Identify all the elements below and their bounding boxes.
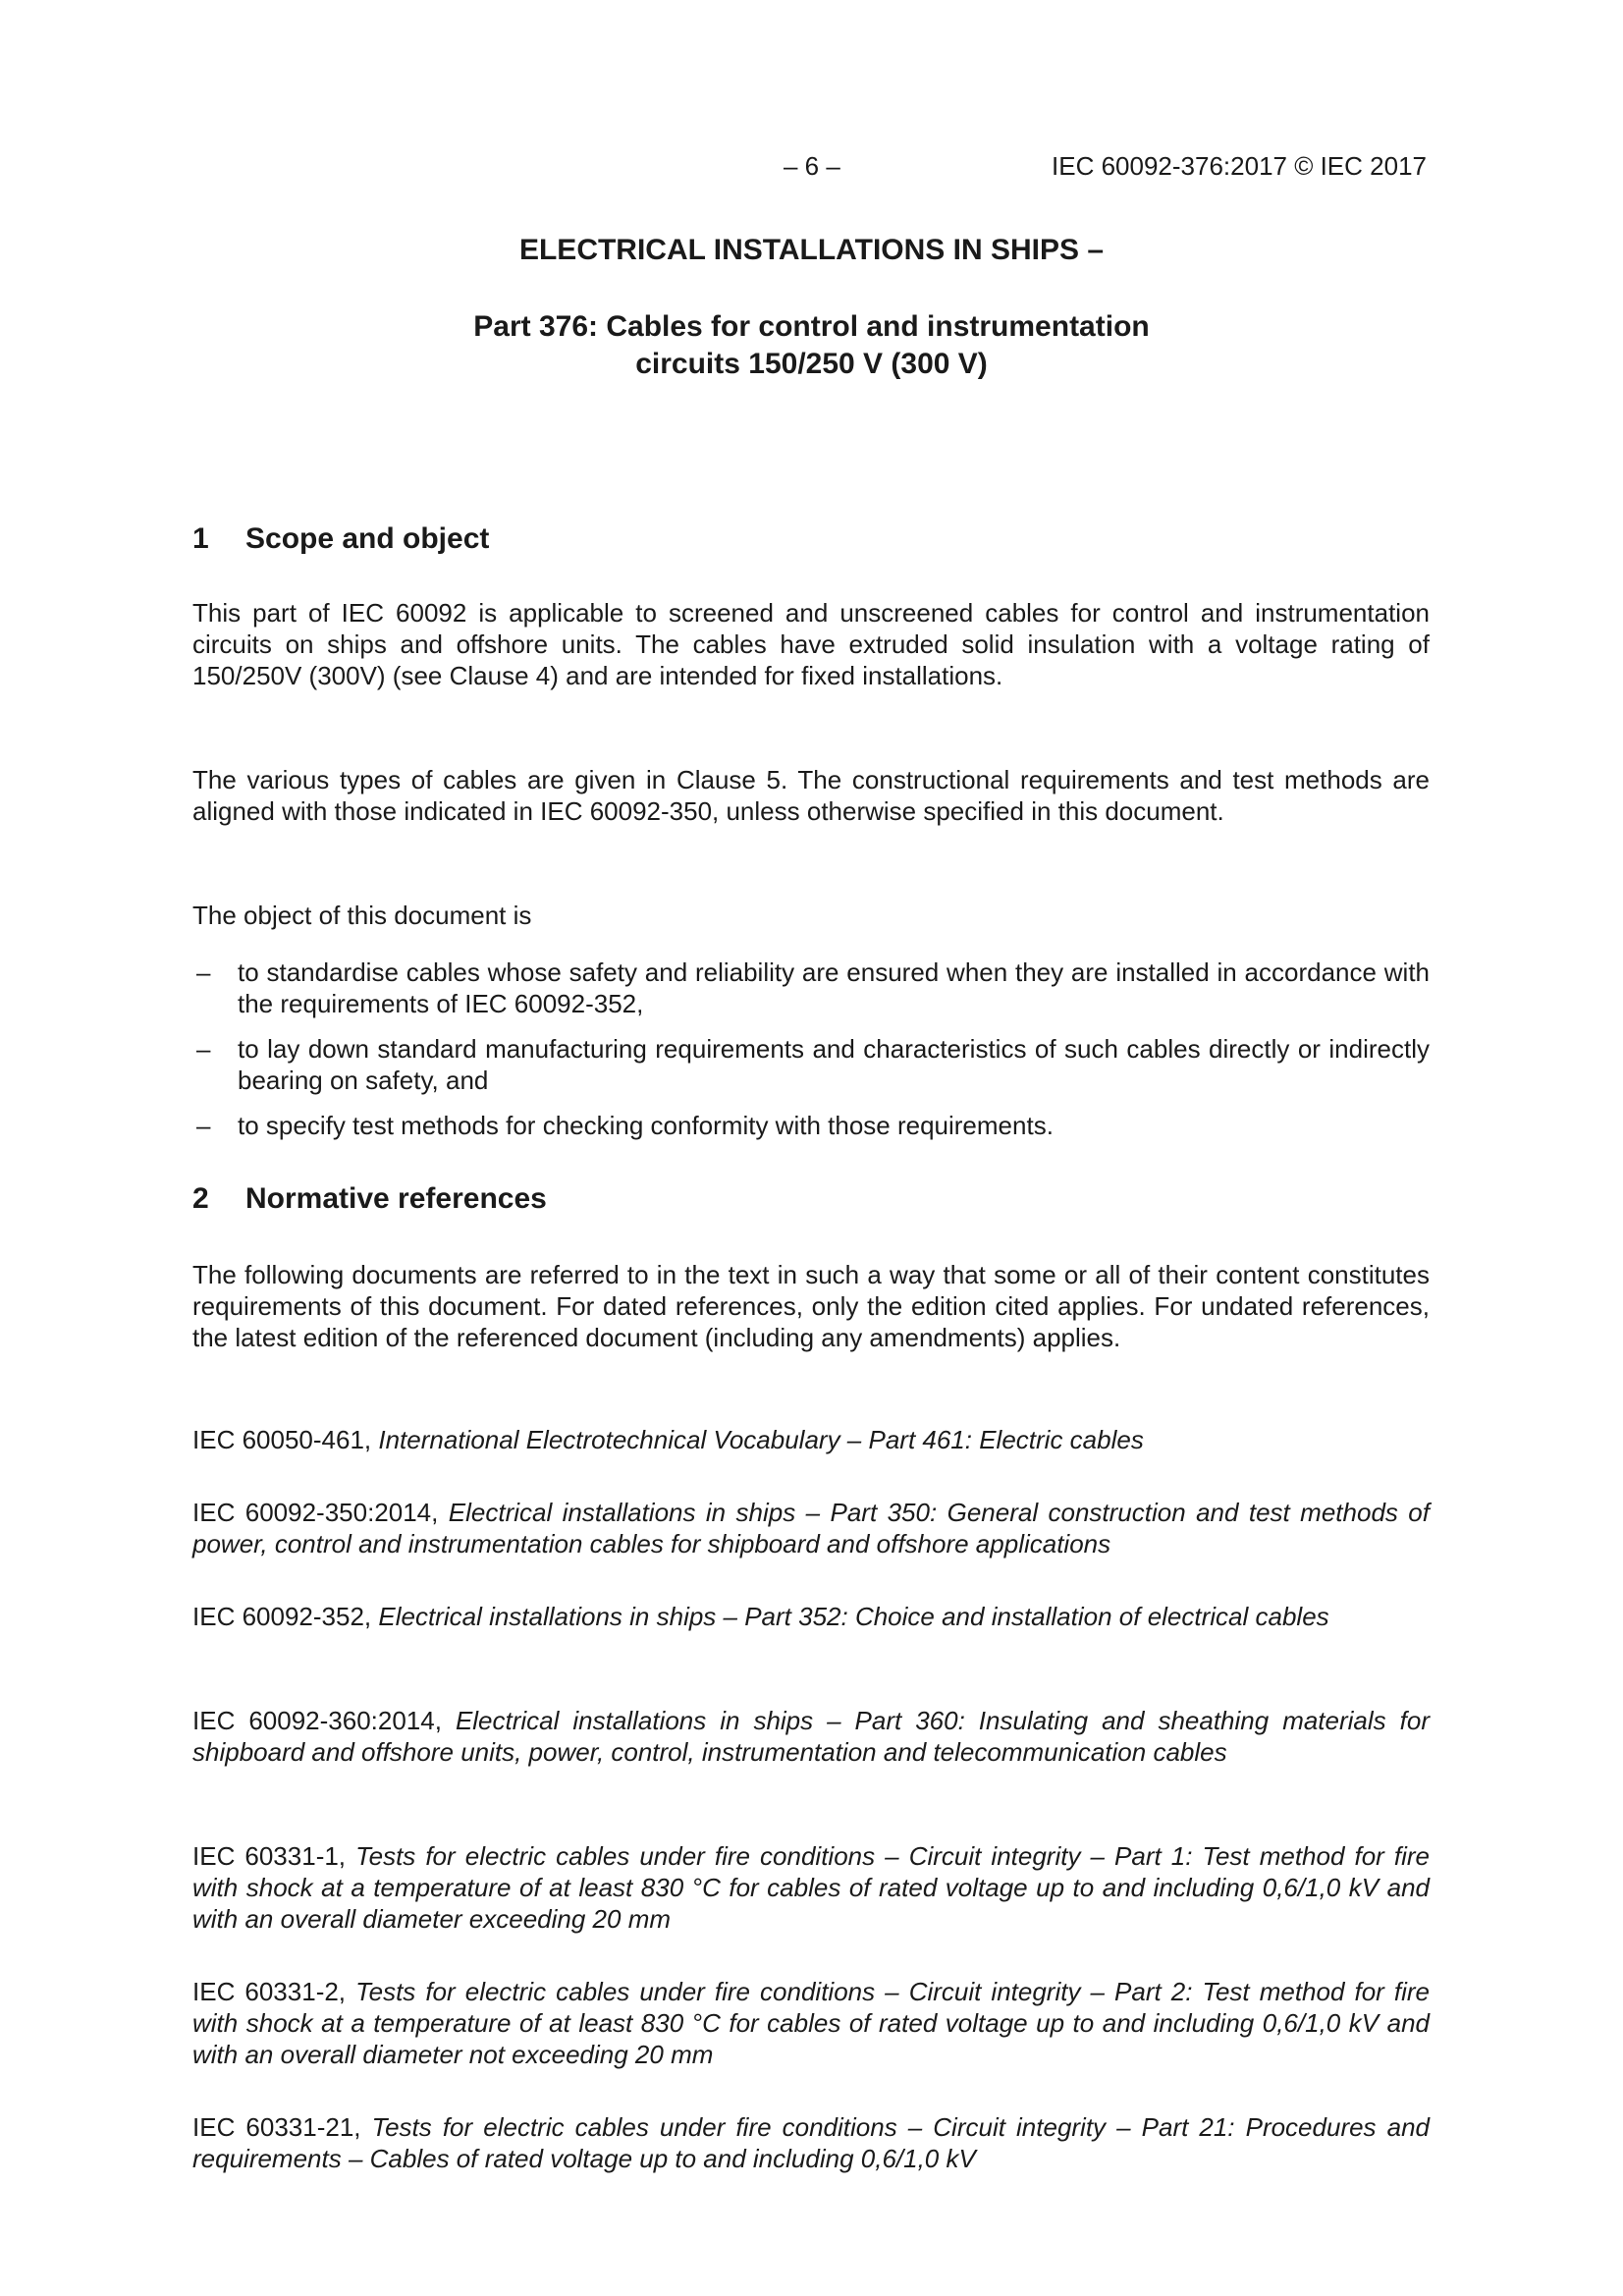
list-bullet: – [196,1034,211,1064]
reference-code: IEC 60331-21, [192,2112,361,2142]
reference-entry [192,2111,1430,2174]
reference-code: IEC 60092-350:2014, [192,1498,439,1527]
reference-code: IEC 60092-360:2014, [192,1706,442,1735]
reference-title: Tests for electric cables under fire conditions – Circuit integrity – Part 21: Procedures and requirements – Cables of rated voltage up to and including 0,6/1,0 kV [192,2112,1430,2173]
subtitle-line-2: circuits 150/250 V (300 V) [635,348,988,380]
list-bullet: – [196,1111,211,1140]
reference-title: Electrical installations in ships – Part 360: Insulating and sheathing materials for shipboard and offshore units, power, control, instrumentation and telecommunication cables [192,1706,1430,1767]
reference-entry [192,1976,1430,2070]
section-number: 1 [192,522,209,555]
document-title: ELECTRICAL INSTALLATIONS IN SHIPS – [518,234,1105,266]
list-item-text: to lay down standard manufacturing requirements and characteristics of such cables directly or indirectly bearing on safety, and [238,1034,1430,1095]
reference-title: International Electrotechnical Vocabulary – Part 461: Electric cables [378,1425,1144,1454]
section-title: Normative references [245,1182,547,1215]
section-title: Scope and object [245,522,490,555]
references-intro [192,1259,1430,1353]
reference-entry [192,1424,1430,1455]
section-1-heading [192,522,489,556]
section-2-heading [192,1182,547,1216]
reference-entry [192,1497,1430,1559]
list-item [192,957,1430,1019]
reference-code: IEC 60331-1, [192,1841,347,1871]
page-header [0,151,1623,187]
standard-reference: IEC 60092-376:2017 © IEC 2017 [1052,151,1427,181]
reference-title: Electrical installations in ships – Part 350: General construction and test methods of power, control and instrumentation cables for shipboard and offshore applications [192,1498,1430,1558]
object-list [192,957,1430,1155]
paragraph-text: This part of IEC 60092 is applicable to screened and unscreened cables for control and instrumentation circuits on ships and offshore units. The cables have extruded solid insulation with a voltage rating of 150/250V (300V) (see Clause 4) and are intended for fixed installations. [192,598,1430,690]
paragraph-text: The various types of cables are given in Clause 5. The constructional requirements and test methods are aligned with those indicated in IEC 60092-350, unless otherwise specified in this document. [192,765,1430,826]
scope-paragraph-2 [192,764,1430,827]
reference-title: Electrical installations in ships – Part 352: Choice and installation of electrical cables [378,1602,1329,1631]
list-item [192,1110,1430,1141]
reference-entry [192,1601,1430,1632]
reference-code: IEC 60092-352, [192,1602,372,1631]
page-number: – 6 – [784,151,840,181]
scope-paragraph-3 [192,900,1430,931]
list-item-text: to specify test methods for checking conformity with those requirements. [238,1111,1054,1140]
list-bullet: – [196,957,211,987]
list-item-text: to standardise cables whose safety and reliability are ensured when they are installed in accordance with the requirements of IEC 60092-352, [238,957,1430,1018]
reference-entry [192,1840,1430,1935]
section-number: 2 [192,1182,209,1215]
list-item [192,1033,1430,1096]
reference-code: IEC 60050-461, [192,1425,372,1454]
subtitle-line-1: Part 376: Cables for control and instrumentation [473,310,1150,343]
reference-title: Tests for electric cables under fire conditions – Circuit integrity – Part 1: Test method for fire with shock at a temperature of at least 830 °C for cables of rated voltage up to and including 0,6/1,0 kV and with an overall diameter exceeding 20 mm [192,1841,1430,1934]
paragraph-text: The following documents are referred to in the text in such a way that some or all of their content constitutes requirements of this document. For dated references, only the edition cited applies. For undated references, the latest edition of the referenced document (including any amendments) applies. [192,1260,1430,1352]
scope-paragraph-1 [192,597,1430,691]
paragraph-text: The object of this document is [192,901,532,930]
reference-code: IEC 60331-2, [192,1977,347,2006]
reference-entry [192,1705,1430,1768]
document-subtitle [0,308,1623,383]
reference-title: Tests for electric cables under fire conditions – Circuit integrity – Part 2: Test method for fire with shock at a temperature of at least 830 °C for cables of rated voltage up to and including 0,6/1,0 kV and with an overall diameter not exceeding 20 mm [192,1977,1430,2069]
